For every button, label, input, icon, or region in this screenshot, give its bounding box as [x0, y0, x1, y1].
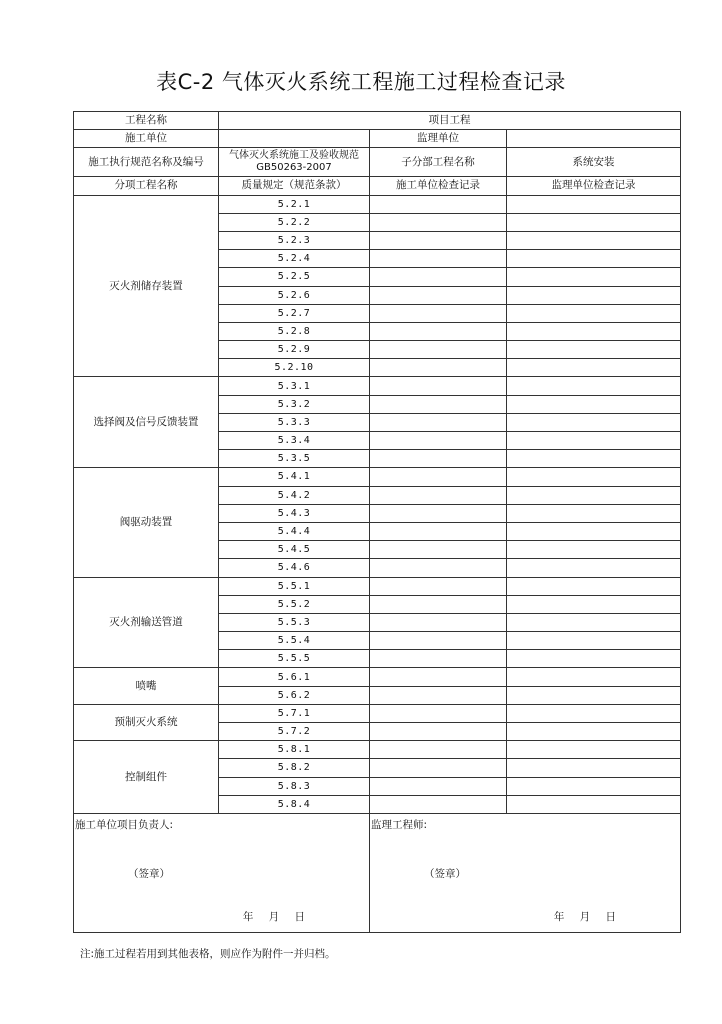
supervision-signature-cell[interactable]	[370, 813, 681, 932]
inspection-record-table	[73, 111, 681, 933]
clause-number: 5.2.1	[219, 195, 370, 213]
construction-check-cell[interactable]	[370, 704, 507, 722]
construction-check-cell[interactable]	[370, 413, 507, 431]
construction-check-cell[interactable]	[370, 213, 507, 231]
supervision-date: 年 月 日	[553, 910, 622, 923]
clause-number: 5.2.5	[219, 268, 370, 286]
footnote: 注:施工过程若用到其他表格，则应作为附件一并归档。	[80, 948, 336, 960]
sub-project-value[interactable]: 系统安装	[507, 148, 681, 177]
construction-date: 年 月 日	[242, 910, 311, 923]
clause-number: 5.2.8	[219, 322, 370, 340]
supervision-check-cell[interactable]	[507, 723, 681, 741]
clause-number: 5.4.2	[219, 486, 370, 504]
clause-number: 5.5.3	[219, 613, 370, 631]
table-row	[74, 704, 681, 722]
clause-number: 5.2.10	[219, 359, 370, 377]
construction-unit-label: 施工单位	[74, 130, 219, 148]
supervision-check-cell[interactable]	[507, 741, 681, 759]
standard-value[interactable]	[219, 148, 370, 177]
supervision-stamp: （签章）	[424, 867, 466, 880]
supervision-check-cell[interactable]	[507, 668, 681, 686]
header-row-units	[74, 130, 681, 148]
clause-number: 5.2.9	[219, 341, 370, 359]
clause-number: 5.4.3	[219, 504, 370, 522]
construction-check-cell[interactable]	[370, 468, 507, 486]
sub-item-name: 预制灭火系统	[74, 704, 219, 740]
construction-check-cell[interactable]	[370, 650, 507, 668]
clause-number: 5.3.2	[219, 395, 370, 413]
construction-check-cell[interactable]	[370, 250, 507, 268]
supervision-check-cell[interactable]	[507, 322, 681, 340]
supervision-check-cell[interactable]	[507, 613, 681, 631]
col-header-item: 分项工程名称	[74, 177, 219, 195]
supervision-check-cell[interactable]	[507, 395, 681, 413]
construction-check-cell[interactable]	[370, 741, 507, 759]
clause-number: 5.4.4	[219, 522, 370, 540]
construction-check-cell[interactable]	[370, 322, 507, 340]
standard-code: GB50263-2007	[256, 162, 332, 174]
standard-name: 气体灭火系统施工及验收规范	[229, 150, 359, 162]
construction-check-cell[interactable]	[370, 504, 507, 522]
construction-signer-label: 施工单位项目负责人:	[75, 818, 174, 831]
table-row	[74, 741, 681, 759]
clause-number: 5.8.4	[219, 795, 370, 813]
clause-number: 5.8.1	[219, 741, 370, 759]
construction-check-cell[interactable]	[370, 723, 507, 741]
sub-item-name: 灭火剂输送管道	[74, 577, 219, 668]
header-row-project-name	[74, 112, 681, 130]
supervision-check-cell[interactable]	[507, 795, 681, 813]
construction-signature-cell[interactable]	[74, 813, 370, 932]
clause-number: 5.5.5	[219, 650, 370, 668]
supervision-check-cell[interactable]	[507, 595, 681, 613]
construction-check-cell[interactable]	[370, 759, 507, 777]
clause-number: 5.2.2	[219, 213, 370, 231]
table-row	[74, 377, 681, 395]
sub-item-name: 选择阀及信号反馈装置	[74, 377, 219, 468]
clause-number: 5.6.1	[219, 668, 370, 686]
construction-check-cell[interactable]	[370, 795, 507, 813]
sub-item-name: 阀驱动装置	[74, 468, 219, 577]
clause-number: 5.3.5	[219, 450, 370, 468]
supervision-check-cell[interactable]	[507, 686, 681, 704]
supervision-check-cell[interactable]	[507, 432, 681, 450]
construction-check-cell[interactable]	[370, 668, 507, 686]
construction-check-cell[interactable]	[370, 632, 507, 650]
construction-check-cell[interactable]	[370, 686, 507, 704]
construction-check-cell[interactable]	[370, 541, 507, 559]
clause-number: 5.3.4	[219, 432, 370, 450]
supervision-check-cell[interactable]	[507, 231, 681, 249]
sub-item-name: 控制组件	[74, 741, 219, 814]
clause-number: 5.2.6	[219, 286, 370, 304]
construction-check-cell[interactable]	[370, 341, 507, 359]
clause-number: 5.4.1	[219, 468, 370, 486]
construction-check-cell[interactable]	[370, 231, 507, 249]
supervision-check-cell[interactable]	[507, 450, 681, 468]
supervision-check-cell[interactable]	[507, 286, 681, 304]
construction-check-cell[interactable]	[370, 195, 507, 213]
clause-number: 5.5.4	[219, 632, 370, 650]
sub-project-label: 子分部工程名称	[370, 148, 507, 177]
construction-check-cell[interactable]	[370, 286, 507, 304]
col-header-construction-check: 施工单位检查记录	[370, 177, 507, 195]
supervision-check-cell[interactable]	[507, 632, 681, 650]
construction-check-cell[interactable]	[370, 522, 507, 540]
signature-row	[74, 813, 681, 932]
construction-check-cell[interactable]	[370, 613, 507, 631]
sub-item-name: 灭火剂储存装置	[74, 195, 219, 377]
project-name-value[interactable]: 项目工程	[219, 112, 681, 130]
sub-item-name: 喷嘴	[74, 668, 219, 704]
table-row	[74, 577, 681, 595]
col-header-supervision-check: 监理单位检查记录	[507, 177, 681, 195]
construction-stamp: （签章）	[128, 867, 170, 880]
clause-number: 5.7.2	[219, 723, 370, 741]
supervision-unit-label: 监理单位	[370, 130, 507, 148]
supervision-check-cell[interactable]	[507, 359, 681, 377]
supervision-check-cell[interactable]	[507, 468, 681, 486]
construction-check-cell[interactable]	[370, 359, 507, 377]
construction-check-cell[interactable]	[370, 268, 507, 286]
clause-number: 5.4.5	[219, 541, 370, 559]
supervision-check-cell[interactable]	[507, 341, 681, 359]
clause-number: 5.2.4	[219, 250, 370, 268]
supervision-check-cell[interactable]	[507, 650, 681, 668]
construction-check-cell[interactable]	[370, 595, 507, 613]
form-title: 表C-2 气体灭火系统工程施工过程检查记录	[156, 70, 566, 94]
supervision-check-cell[interactable]	[507, 504, 681, 522]
col-header-quality: 质量规定（规范条款）	[219, 177, 370, 195]
supervision-check-cell[interactable]	[507, 559, 681, 577]
construction-check-cell[interactable]	[370, 304, 507, 322]
construction-check-cell[interactable]	[370, 377, 507, 395]
supervision-check-cell[interactable]	[507, 541, 681, 559]
clause-number: 5.2.3	[219, 231, 370, 249]
project-name-label: 工程名称	[74, 112, 219, 130]
supervision-check-cell[interactable]	[507, 413, 681, 431]
table-row	[74, 195, 681, 213]
supervision-check-cell[interactable]	[507, 777, 681, 795]
clause-number: 5.5.2	[219, 595, 370, 613]
supervision-check-cell[interactable]	[507, 577, 681, 595]
supervision-check-cell[interactable]	[507, 268, 681, 286]
supervision-check-cell[interactable]	[507, 704, 681, 722]
clause-number: 5.5.1	[219, 577, 370, 595]
clause-number: 5.7.1	[219, 704, 370, 722]
supervision-check-cell[interactable]	[507, 304, 681, 322]
construction-check-cell[interactable]	[370, 777, 507, 795]
clause-number: 5.2.7	[219, 304, 370, 322]
construction-check-cell[interactable]	[370, 450, 507, 468]
table-row	[74, 468, 681, 486]
construction-check-cell[interactable]	[370, 486, 507, 504]
supervision-check-cell[interactable]	[507, 213, 681, 231]
clause-number: 5.4.6	[219, 559, 370, 577]
construction-check-cell[interactable]	[370, 559, 507, 577]
construction-check-cell[interactable]	[370, 577, 507, 595]
supervision-check-cell[interactable]	[507, 250, 681, 268]
supervision-check-cell[interactable]	[507, 486, 681, 504]
header-row-standard	[74, 148, 681, 177]
construction-check-cell[interactable]	[370, 432, 507, 450]
supervision-signer-label: 监理工程师:	[371, 818, 428, 831]
supervision-check-cell[interactable]	[507, 195, 681, 213]
construction-check-cell[interactable]	[370, 395, 507, 413]
clause-number: 5.8.3	[219, 777, 370, 795]
clause-number: 5.3.3	[219, 413, 370, 431]
supervision-check-cell[interactable]	[507, 377, 681, 395]
supervision-check-cell[interactable]	[507, 522, 681, 540]
column-header-row	[74, 177, 681, 195]
construction-unit-value[interactable]	[219, 130, 370, 148]
clause-number: 5.6.2	[219, 686, 370, 704]
standard-label: 施工执行规范名称及编号	[74, 148, 219, 177]
supervision-check-cell[interactable]	[507, 759, 681, 777]
supervision-unit-value[interactable]	[507, 130, 681, 148]
clause-number: 5.3.1	[219, 377, 370, 395]
table-row	[74, 668, 681, 686]
clause-number: 5.8.2	[219, 759, 370, 777]
